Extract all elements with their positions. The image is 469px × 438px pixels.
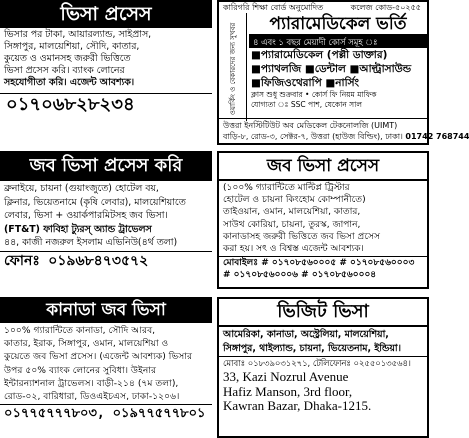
ad-line: ব্রুনাইয়ে, চায়না (গুয়াংজুতে) হোটেল বয়, <box>4 183 159 194</box>
ad-body <box>0 181 212 251</box>
ad-title: ভিজিট ভিসা <box>219 299 427 327</box>
ad-line: (FT&T) ফাবিহা ট্যুরস্ অ্যান্ড ট্রাভেলস <box>4 223 152 235</box>
job-visa-ad <box>217 151 429 289</box>
ad-title: জব ভিসা প্রসেস <box>219 153 427 181</box>
institute-phone: 01742 768744 <box>405 132 469 141</box>
canada-job-visa-ad <box>0 297 212 438</box>
ad-line: ৪৪, কাজী নজরুল ইসলাম এভিনিউ(৪র্থ তলা) <box>4 237 178 248</box>
ad-line: উপর ৫০% ব্যাংক লোনের সুবিধা। উইনার <box>4 364 157 376</box>
ad-line: কানাডাসহ জরুরী ভিত্তিতে জব ভিসা প্রসেস <box>223 231 380 242</box>
ad-line: সহযোগীতা করি। এজেন্ট আবশ্যক। <box>4 77 135 88</box>
ad-line: ক্লিনার, ভিয়েতনামে (কৃষি লেবার), মালয়েশিয়াতে <box>4 196 186 208</box>
ad-line: ভিসার পর টাকা, আয়ারল্যান্ড, সাইপ্রাস, <box>4 29 152 40</box>
approval-line <box>219 2 427 13</box>
office-address <box>219 369 427 415</box>
course-item: ■ফিজিওথেরাপি ■নার্সিং <box>251 77 360 89</box>
institute-info <box>219 118 469 143</box>
address-line: Hafiz Manson, 3rd floor, <box>223 383 353 399</box>
ad-phone: ফোনঃ ০১৯৬৮৪৭৩৫৭২ <box>0 251 212 271</box>
job-visa-process-ad <box>0 151 212 289</box>
ad-body <box>0 28 212 90</box>
ad-line: সিঙ্গাপুর, মালয়েশিয়া, সৌদি, কাতার, <box>4 41 140 52</box>
class-info: ক্লাস শুধু শুক্রবার • কোর্স ফি নিয়ম মাফিক <box>251 90 377 99</box>
mobile-line: # ০১৭০৮৫৬০০০৬ # ০১৭০৮৫৬০০০৪ <box>223 270 377 281</box>
board-approval: কারিগরি শিক্ষা বোর্ড অনুমোদিত <box>223 3 324 12</box>
ad-line: সিঙ্গাপুর, থাইল্যান্ড, চায়না, ভিয়েতনাম, ইন্ডিয়া। <box>223 342 401 354</box>
eligibility: যোগ্যতা ঃ SSC পাশ, যেকোন সাল <box>251 100 362 109</box>
ad-line: সাউথ কোরিয়া, চায়না, তুরস্ক, জাপান, <box>223 219 361 230</box>
ad-title: প্যারামেডিকেল ভর্তি <box>249 13 427 36</box>
mobile-numbers <box>219 256 427 281</box>
course-duration: ৪ এবং ১ বছর মেয়াদী কোর্স সমূহ ঃ <box>249 36 427 48</box>
ad-line: ১০০% গ্যারান্টিতে কানাডা, সৌদি আরব, <box>4 325 156 336</box>
institute-address-line <box>223 131 469 142</box>
ad-line: করা হয়। সৎ ও বিশ্বস্ত এজেন্ট আবশ্যক। <box>223 244 364 255</box>
ad-line: ইন্টারন্যাশনাল ট্রাভেলস। বাড়ী-২১৪ (৭ম তলা), <box>4 377 179 389</box>
college-code: কলেজ কোড-৫০২৫৫ <box>350 3 421 12</box>
ad-title: কানাডা জব ভিসা <box>0 297 212 323</box>
ad-body <box>219 327 427 356</box>
course-item: ■প্যারামেডিকেল (পল্লী ডাক্তার) <box>251 49 388 61</box>
ad-line: (১০০% গ্যারান্টিতে মাল্টিপ্ল ট্রিস্টার <box>223 183 350 193</box>
ad-line: কুয়েতে জব ভিসা প্রসেস। (এজেন্ট আবশ্যক) ভিসার <box>4 351 193 363</box>
ad-line: ভিসা প্রসেস করি। ব্যাংক লোনের <box>4 65 125 76</box>
ad-line: লেবার, ভিসা + ওয়ার্কপারমিটসহ জব ভিসা। <box>4 210 168 221</box>
ad-line: হোটেল ও চায়না কিংহোম কোম্পানীতে) <box>223 195 366 206</box>
ad-phone: ০১৭৭৫৭৭৭৮০৩, ০১৯৭৭৫৭৭৮০১ <box>0 404 212 422</box>
contact-line: মোবাঃ ০১৮৩৯০৩১২৭১, টেলিফোনঃ ০২৫৫০১৩৫৬৪। <box>219 356 427 369</box>
institute-name: উত্তরা ইনস্টিটিউট অব মেডিকেল টেকনোলজি (UIMT) <box>223 121 398 130</box>
visa-process-ad <box>0 0 212 145</box>
address-line: 33, Kazi Nozrul Avenue <box>223 369 349 384</box>
institute-address: বাড়ি-৮, রোড-৩, সেক্টর-৭, উত্তরা (হাউজ বিল্ডিং), ঢাকা। <box>223 132 403 141</box>
side-banner <box>219 13 247 121</box>
ad-line: আমেরিকা, কানাডা, অস্ট্রেলিয়া, মালয়েশিয়া, <box>223 329 389 340</box>
ad-line: কাতার, ইরাক, সিঙ্গাপুর, ওমান, মালয়েশিয়া ও <box>4 338 169 350</box>
ad-phone: ০১৭০৬৮২৮২৩৪ <box>0 93 212 117</box>
address-line: Kawran Bazar, Dhaka-1215. <box>223 398 372 413</box>
ad-title: জব ভিসা প্রসেস করি <box>0 151 212 181</box>
side-banner-text: ওয়ার্কিং ও বেকারদের জন্য সুখবর <box>229 22 237 116</box>
ad-line: কুয়েত ও ওমানসহ জরুরী ভিত্তিতে <box>4 53 131 64</box>
course-list <box>249 48 427 90</box>
course-item: ■প্যাথলজি ■ডেন্টাল ■আল্ট্রাসাউন্ড <box>251 63 412 75</box>
ad-line: রোড-০২, বারিধারা, ডিওএইচএস, ঢাকা-১২০৬। <box>4 391 180 403</box>
ad-body <box>219 181 427 256</box>
paramedical-admission-ad <box>217 0 469 145</box>
visit-visa-ad <box>217 297 429 438</box>
mobile-line: মোবাইলঃ # ০১৭০৮৫৬০০০৫ # ০১৭০৮৫৬০০০৩ <box>223 258 415 269</box>
ad-title: ভিসা প্রসেস <box>0 0 212 28</box>
ad-line: তাইওয়ান, ওমান, মালয়েশিয়া, কাতার, <box>223 207 361 218</box>
ad-body <box>0 323 212 404</box>
